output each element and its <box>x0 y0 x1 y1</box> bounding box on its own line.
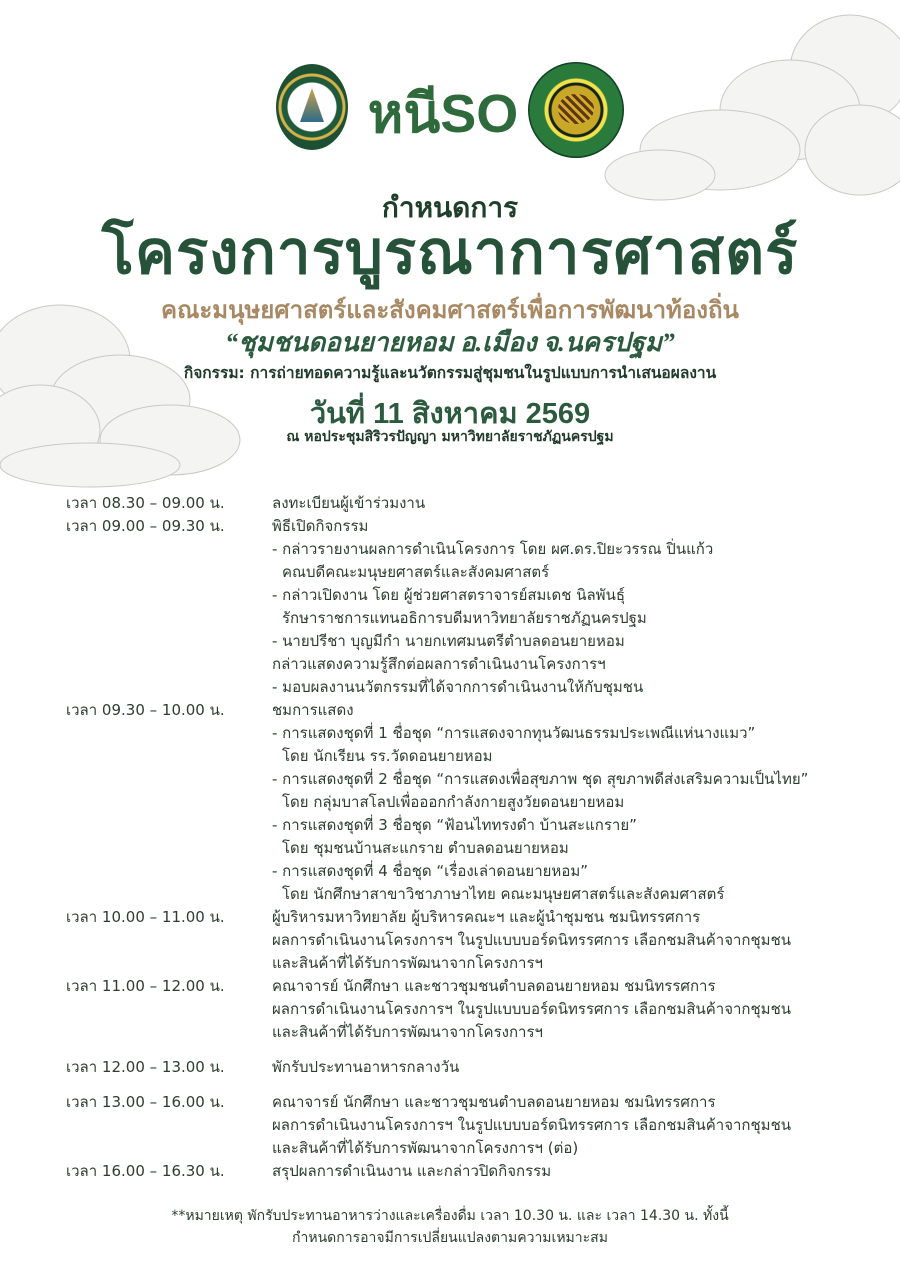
schedule-detail-line: คณาจารย์ นักศึกษา และชาวชุมชนตำบลดอนยายหอม ชมนิทรรศการ <box>272 977 716 995</box>
footnote <box>0 1205 900 1249</box>
schedule-detail-line: โดย นักเรียน รร.วัดดอนยายหอม <box>282 747 493 765</box>
schedule-detail-line: และสินค้าที่ได้รับการพัฒนาจากโครงการฯ <box>272 954 543 972</box>
schedule-detail-line: กล่าวแสดงความรู้สึกต่อผลการดำเนินงานโครงการฯ <box>272 655 606 673</box>
schedule-time: เวลา 12.00 – 13.00 น. <box>66 1058 225 1076</box>
schedule-detail-line: - การแสดงชุดที่ 4 ชื่อชุด “เรื่องเล่าดอนยายหอม” <box>272 862 588 880</box>
schedule-row <box>66 975 866 1044</box>
schedule-detail-line: โดย กลุ่มบาสโลปเพื่อออกกำลังกายสูงวัยดอนยายหอม <box>282 793 625 811</box>
schedule-detail-line: พิธีเปิดกิจกรรม <box>272 517 369 535</box>
schedule-detail-line: - กล่าวเปิดงาน โดย ผู้ช่วยศาสตราจารย์สมเดช นิลพันธุ์ <box>272 586 625 604</box>
schedule-detail-line: - การแสดงชุดที่ 2 ชื่อชุด “การแสดงเพื่อสุขภาพ ชุด สุขภาพดีส่งเสริมความเป็นไทย” <box>272 770 809 788</box>
logo-bar <box>0 62 900 162</box>
schedule-detail-line: รักษาราชการแทนอธิการบดีมหาวิทยาลัยราชภัฏนครปฐม <box>282 609 647 627</box>
footnote-line: กำหนดการอาจมีการเปลี่ยนแปลงตามความเหมาะสม <box>292 1230 608 1246</box>
schedule-detail <box>272 1091 866 1160</box>
event-venue: ณ หอประชุมสิริวรปัญญา มหาวิทยาลัยราชภัฏนครปฐม <box>286 429 614 445</box>
schedule-row <box>66 1056 866 1079</box>
schedule-row <box>66 1160 866 1183</box>
schedule-detail-line: ผลการดำเนินงานโครงการฯ ในรูปแบบบอร์ดนิทรรศการ เลือกชมสินค้าจากชุมชน <box>272 931 792 949</box>
schedule-detail-line: คณบดีคณะมนุษยศาสตร์และสังคมศาสตร์ <box>282 563 550 581</box>
subdistrict-seal-icon <box>528 62 624 158</box>
schedule-detail-line: - กล่าวรายงานผลการดำเนินโครงการ โดย ผศ.ดร.ปิยะวรรณ ปิ่นแก้ว <box>272 540 714 558</box>
schedule-detail-line: สรุปผลการดำเนินงาน และกล่าวปิดกิจกรรม <box>272 1162 552 1180</box>
schedule-row <box>66 699 866 906</box>
schedule-detail-line: ผลการดำเนินงานโครงการฯ ในรูปแบบบอร์ดนิทรรศการ เลือกชมสินค้าจากชุมชน <box>272 1116 792 1134</box>
schedule-detail-line: - นายปรีชา บุญมีกำ นายกเทศมนตรีตำบลดอนยายหอม <box>272 632 625 650</box>
schedule-detail-line: ผลการดำเนินงานโครงการฯ ในรูปแบบบอร์ดนิทรรศการ เลือกชมสินค้าจากชุมชน <box>272 1000 792 1018</box>
schedule-time: เวลา 11.00 – 12.00 น. <box>66 977 225 995</box>
schedule-time: เวลา 09.00 – 09.30 น. <box>66 517 225 535</box>
brand-logo <box>368 66 518 154</box>
schedule-row <box>66 906 866 975</box>
schedule-detail-line: โดย ชุมชนบ้านสะแกราย ตำบลดอนยายหอม <box>282 839 569 857</box>
schedule-time: เวลา 13.00 – 16.00 น. <box>66 1093 225 1111</box>
event-date: วันที่ 11 สิงหาคม 2569 <box>309 398 591 430</box>
schedule-list <box>66 492 866 1183</box>
schedule-detail <box>272 906 866 975</box>
schedule-detail-line: พักรับประทานอาหารกลางวัน <box>272 1058 460 1076</box>
activity-description: กิจกรรม: การถ่ายทอดความรู้และนวัตกรรมสู่ชุมชนในรูปแบบการนำเสนอผลงาน <box>183 364 717 382</box>
schedule-time: เวลา 08.30 – 09.00 น. <box>66 494 225 512</box>
brand-name: หนีSO <box>368 84 518 144</box>
page-subtitle: กำหนดการ <box>381 192 519 223</box>
schedule-detail <box>272 975 866 1044</box>
schedule-detail <box>272 1056 866 1079</box>
schedule-detail <box>272 699 866 906</box>
schedule-time: เวลา 16.00 – 16.30 น. <box>66 1162 225 1180</box>
footnote-line: **หมายเหตุ พักรับประทานอาหารว่างและเครื่องดื่ม เวลา 10.30 น. และ เวลา 14.30 น. ทั้งนี้ <box>171 1208 729 1224</box>
schedule-detail-line: โดย นักศึกษาสาขาวิชาภาษาไทย คณะมนุษยศาสตร์และสังคมศาสตร์ <box>282 885 725 903</box>
schedule-detail <box>272 1160 866 1183</box>
schedule-detail <box>272 492 866 515</box>
schedule-detail-line: - การแสดงชุดที่ 3 ชื่อชุด “ฟ้อนไททรงดำ บ้านสะแกราย” <box>272 816 637 834</box>
schedule-detail-line: - มอบผลงานนวัตกรรมที่ได้จากการดำเนินงานให้กับชุมชน <box>272 678 644 696</box>
schedule-detail-line: ผู้บริหารมหาวิทยาลัย ผู้บริหารคณะฯ และผู้นำชุมชน ชมนิทรรศการ <box>272 908 701 926</box>
schedule-detail-line: และสินค้าที่ได้รับการพัฒนาจากโครงการฯ (ต่อ) <box>272 1139 579 1157</box>
schedule-row <box>66 1091 866 1160</box>
schedule-time: เวลา 09.30 – 10.00 น. <box>66 701 225 719</box>
schedule-row <box>66 515 866 699</box>
schedule-detail-line: และสินค้าที่ได้รับการพัฒนาจากโครงการฯ <box>272 1023 543 1041</box>
schedule-row <box>66 492 866 515</box>
page-title: โครงการบูรณาการศาสตร์ <box>101 220 799 286</box>
schedule-detail <box>272 515 866 699</box>
schedule-detail-line: คณาจารย์ นักศึกษา และชาวชุมชนตำบลดอนยายหอม ชมนิทรรศการ <box>272 1093 716 1111</box>
faculty-name: คณะมนุษยศาสตร์และสังคมศาสตร์เพื่อการพัฒนาท้องถิ่น <box>161 298 739 324</box>
schedule-detail-line: - การแสดงชุดที่ 1 ชื่อชุด “การแสดงจากทุนวัฒนธรรมประเพณีแห่นางแมว” <box>272 724 756 742</box>
schedule-detail-line: ชมการแสดง <box>272 701 354 719</box>
university-seal-icon <box>276 64 348 150</box>
community-name: “ชุมชนดอนยายหอม อ.เมือง จ.นครปฐม” <box>225 328 675 357</box>
schedule-time: เวลา 10.00 – 11.00 น. <box>66 908 225 926</box>
schedule-detail-line: ลงทะเบียนผู้เข้าร่วมงาน <box>272 494 426 512</box>
